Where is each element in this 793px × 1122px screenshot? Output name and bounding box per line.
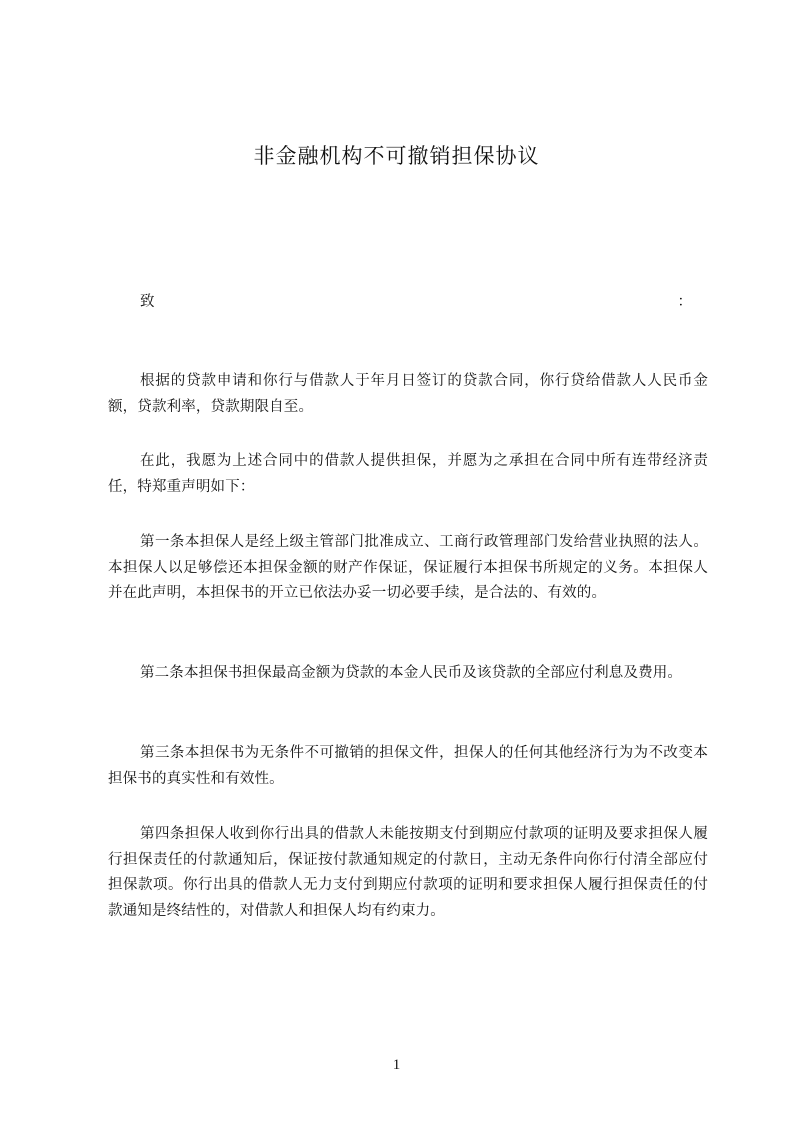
paragraph-guarantee-statement: 在此，我愿为上述合同中的借款人提供担保，并愿为之承担在合同中所有连带经济责任，特郑重声明如下：: [108, 453, 708, 495]
document-title: 非金融机构不可撤销担保协议: [253, 144, 540, 168]
paragraph-article-2: 第二条本担保书担保最高金额为贷款的本金人民币及该贷款的全部应付利息及费用。: [140, 665, 683, 681]
salutation-prefix: 致: [140, 294, 155, 310]
paragraph-loan-info: 根据的贷款申请和你行与借款人于年月日签订的贷款合同，你行贷给借款人人民币金额，贷款利率，贷款期限自至。: [108, 373, 708, 415]
salutation-suffix: ：: [677, 294, 692, 310]
paragraph-article-3: 第三条本担保书为无条件不可撤销的担保文件，担保人的任何其他经济行为为不改变本担保书的真实性和有效性。: [108, 745, 708, 787]
paragraph-article-4: 第四条担保人收到你行出具的借款人未能按期支付到期应付款项的证明及要求担保人履行担保责任的付款通知后，保证按付款通知规定的付款日，主动无条件向你行付清全部应付担保款项。你行出具的借款人无力支付到期应付款项的证明和要求担保人履行担保责任的付款通知是终结性的，对借款人和担保人均有约束力。: [108, 826, 708, 919]
page-number: 1: [392, 1057, 401, 1073]
paragraph-article-1: 第一条本担保人是经上级主管部门批准成立、工商行政管理部门发给营业执照的法人。本担保人以足够偿还本担保金额的财产作保证，保证履行本担保书所规定的义务。本担保人并在此声明，本担保书的开立已依法办妥一切必要手续，是合法的、有效的。: [108, 534, 708, 601]
